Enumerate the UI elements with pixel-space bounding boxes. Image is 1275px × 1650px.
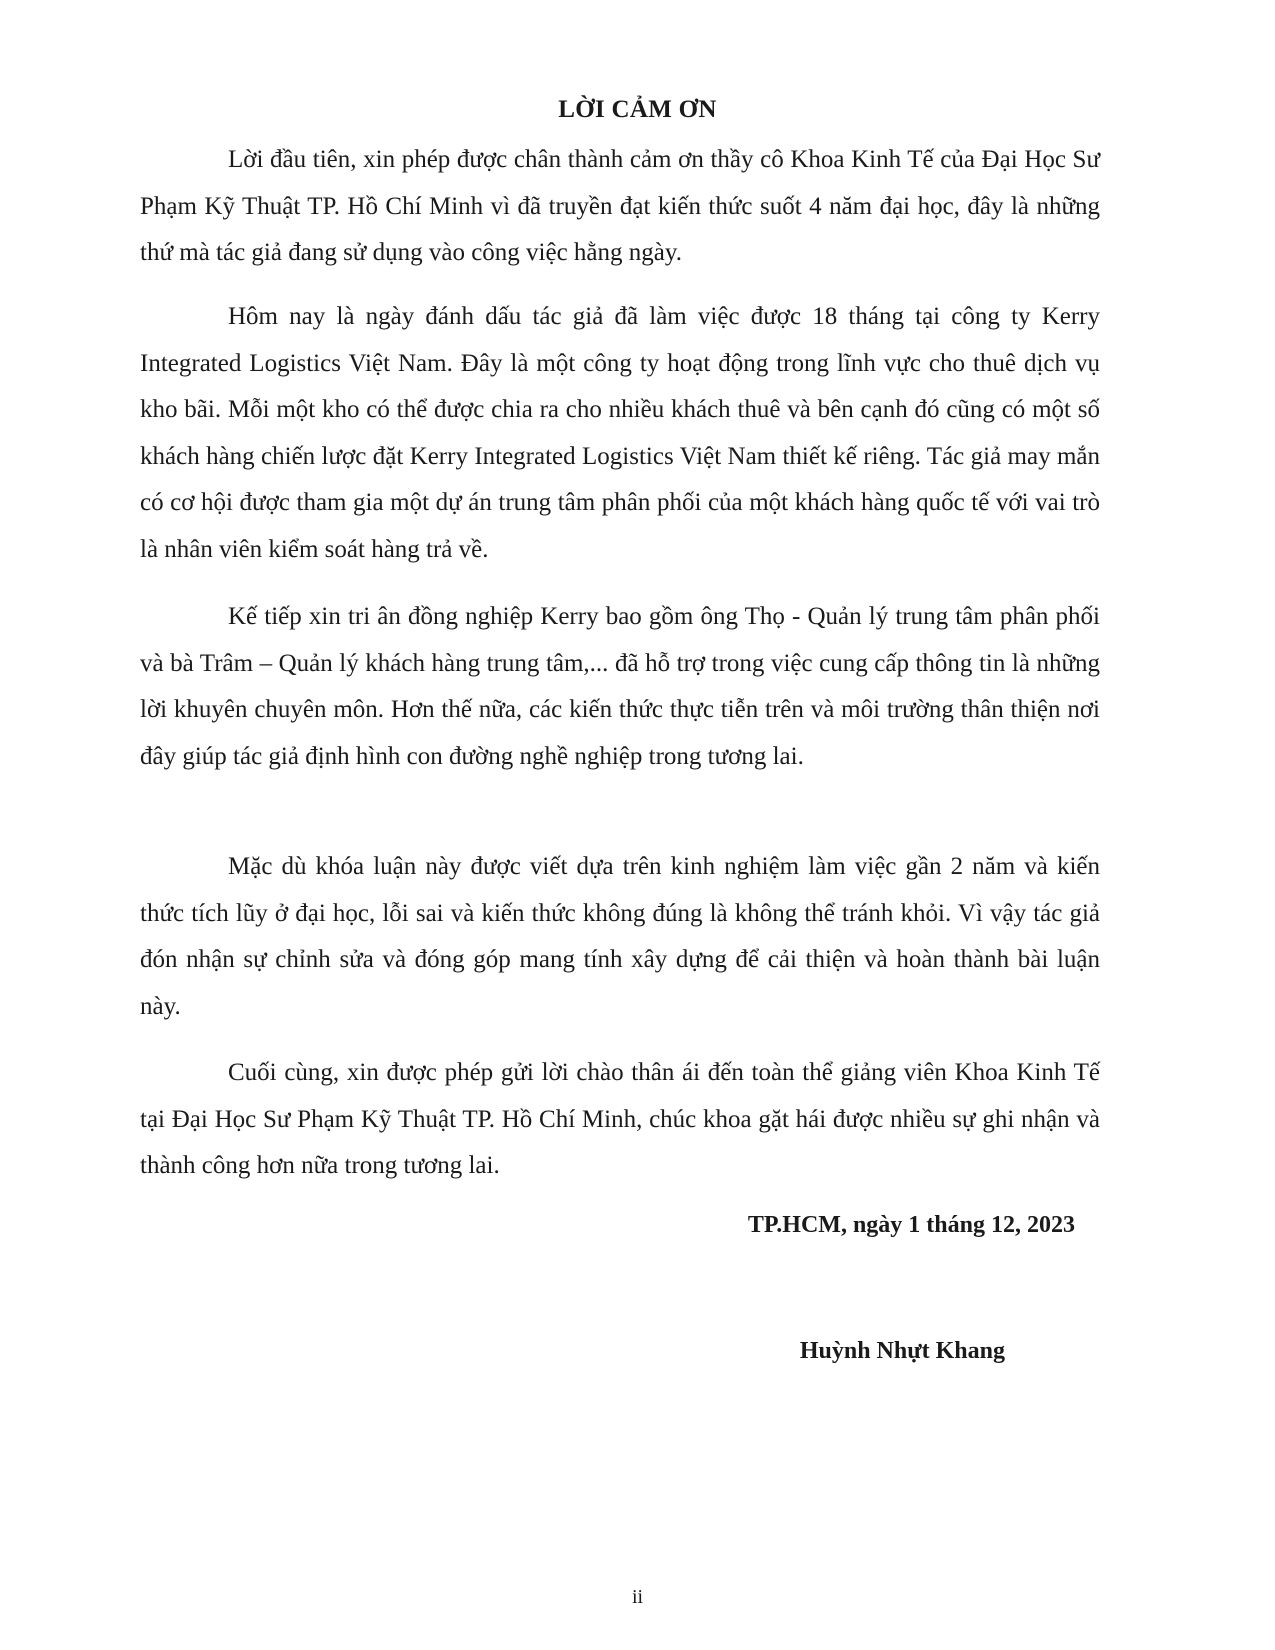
page-title: LỜI CẢM ƠN <box>558 96 717 123</box>
paragraph-5: Cuối cùng, xin được phép gửi lời chào thân ái đến toàn thể giảng viên Khoa Kinh Tế tại Đại Học Sư Phạm Kỹ Thuật TP. Hồ Chí Minh, chúc khoa gặt hái được nhiều sự ghi nhận và thành công hơn nữa trong tương lai. <box>140 1059 1100 1179</box>
paragraph-2: Hôm nay là ngày đánh dấu tác giả đã làm việc được 18 tháng tại công ty Kerry Integrated Logistics Việt Nam. Đây là một công ty hoạt động trong lĩnh vực cho thuê dịch vụ kho bãi. Mỗi một kho có thể được chia ra cho nhiều khách thuê và bên cạnh đó cũng có một số khách hàng chiến lược đặt Kerry Integrated Logistics Việt Nam thiết kế riêng. Tác giả may mắn có cơ hội được tham gia một dự án trung tâm phân phối của một khách hàng quốc tế với vai trò là nhân viên kiểm soát hàng trả về. <box>140 303 1100 563</box>
paragraph-4: Mặc dù khóa luận này được viết dựa trên kinh nghiệm làm việc gần 2 năm và kiến thức tích lũy ở đại học, lỗi sai và kiến thức không đúng là không thể tránh khỏi. Vì vậy tác giả đón nhận sự chỉnh sửa và đóng góp mang tính xây dựng để cải thiện và hoàn thành bài luận này. <box>140 853 1100 1020</box>
page-number: ii <box>631 1586 644 1608</box>
date-line: TP.HCM, ngày 1 tháng 12, 2023 <box>747 1212 1075 1238</box>
author-signature: Huỳnh Nhựt Khang <box>799 1338 1005 1364</box>
paragraph-3: Kế tiếp xin tri ân đồng nghiệp Kerry bao gồm ông Thọ - Quản lý trung tâm phân phối và bà Trâm – Quản lý khách hàng trung tâm,... đã hỗ trợ trong việc cung cấp thông tin là những lời khuyên chuyên môn. Hơn thế nữa, các kiến thức thực tiễn trên và môi trường thân thiện nơi đây giúp tác giả định hình con đường nghề nghiệp trong tương lai. <box>140 603 1100 770</box>
paragraph-1: Lời đầu tiên, xin phép được chân thành cảm ơn thầy cô Khoa Kinh Tế của Đại Học Sư Phạm Kỹ Thuật TP. Hồ Chí Minh vì đã truyền đạt kiến thức suốt 4 năm đại học, đây là những thứ mà tác giả đang sử dụng vào công việc hằng ngày. <box>140 146 1100 266</box>
